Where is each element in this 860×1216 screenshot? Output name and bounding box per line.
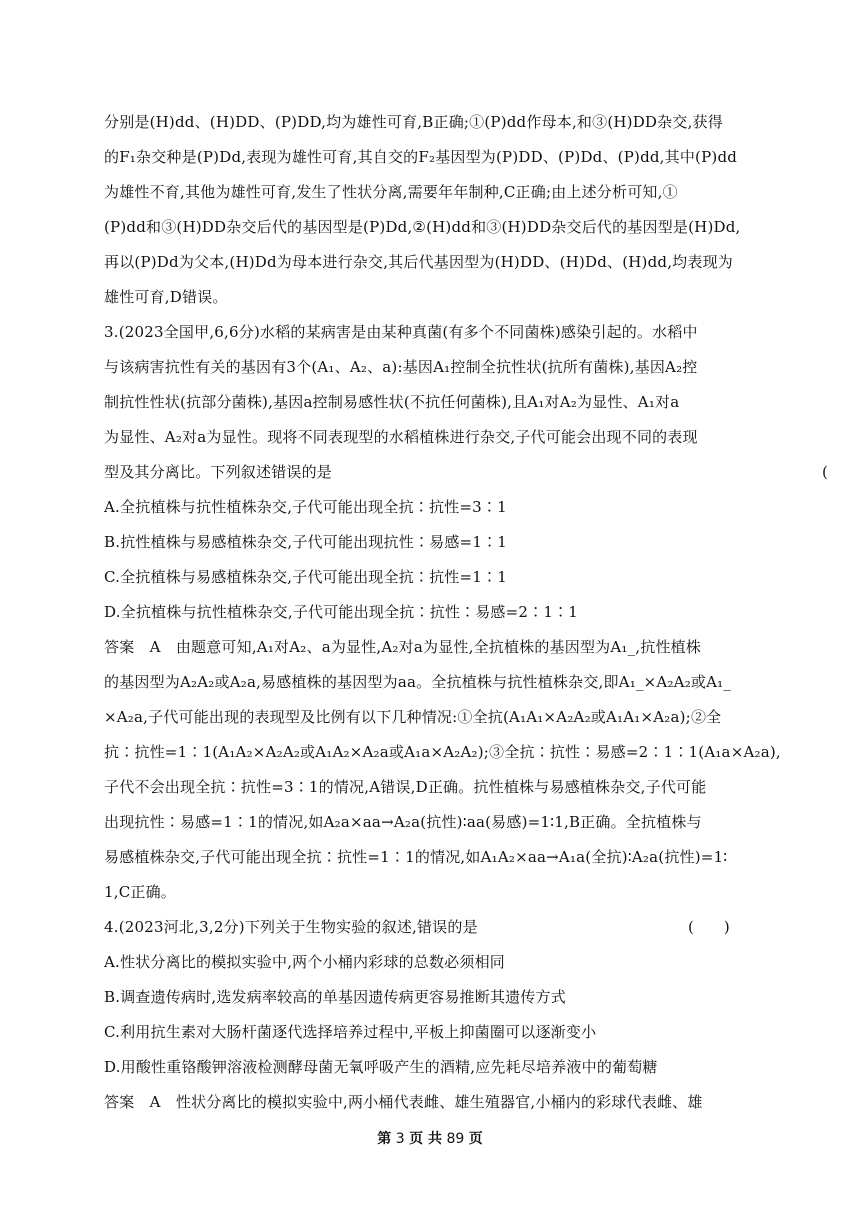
answer-bracket: (: [822, 463, 828, 481]
text-line: 为雄性不育,其他为雄性可育,发生了性状分离,需要年年制种,C正确;由上述分析可知,①: [104, 183, 678, 201]
text-line: 的F₁杂交种是(P)Dd,表现为雄性可育,其自交的F₂基因型为(P)DD、(P)Dd、(P)dd,其中(P)dd: [104, 148, 738, 166]
option-c: C.全抗植株与易感植株杂交,子代可能出现全抗∶抗性=1∶1: [104, 568, 507, 586]
text-line: 与该病害抗性有关的基因有3个(A₁、A₂、a):基因A₁控制全抗性状(抗所有菌株),基因A₂控: [104, 358, 698, 376]
footer-mid: 页 共: [409, 1131, 442, 1147]
text-line: 子代不会出现全抗∶抗性=3∶1的情况,A错误,D正确。抗性植株与易感植株杂交,子代可能: [104, 778, 707, 796]
option-b: B.调查遗传病时,选发病率较高的单基因遗传病更容易推断其遗传方式: [104, 988, 566, 1006]
option-c: C.利用抗生素对大肠杆菌逐代选择培养过程中,平板上抑菌圈可以逐渐变小: [104, 1023, 597, 1041]
page-footer: [0, 1128, 860, 1148]
question-3-stem: 3.(2023全国甲,6,6分)水稻的某病害是由某种真菌(有多个不同菌株)感染引起的。水稻中: [104, 323, 698, 341]
text-line: 雄性可育,D错误。: [104, 288, 228, 306]
option-b: B.抗性植株与易感植株杂交,子代可能出现抗性∶易感=1∶1: [104, 533, 508, 551]
answer-explanation: 答案 A 性状分离比的模拟实验中,两小桶代表雌、雄生殖器官,小桶内的彩球代表雌、雄: [104, 1093, 703, 1111]
text-line: (P)dd和③(H)DD杂交后代的基因型是(P)Dd,②(H)dd和③(H)DD杂交后代的基因型是(H)Dd,: [104, 218, 741, 236]
option-a: A.全抗植株与抗性植株杂交,子代可能出现全抗∶抗性=3∶1: [104, 498, 507, 516]
text-line: 制抗性性状(抗部分菌株),基因a控制易感性状(不抗任何菌株),且A₁对A₂为显性、A₁对a: [104, 393, 680, 411]
text-line: 的基因型为A₂A₂或A₂a,易感植株的基因型为aa。全抗植株与抗性植株杂交,即A₁_×A₂A₂或A₁_: [104, 673, 732, 691]
answer-bracket: ( ): [688, 918, 730, 936]
footer-prefix: 第: [377, 1131, 392, 1147]
answer-explanation: 答案 A 由题意可知,A₁对A₂、a为显性,A₂对a为显性,全抗植株的基因型为A₁_,抗性植株: [104, 638, 702, 656]
option-d: D.全抗植株与抗性植株杂交,子代可能出现全抗∶抗性∶易感=2∶1∶1: [104, 603, 579, 621]
footer-suffix: 页: [468, 1131, 483, 1147]
text-line: 型及其分离比。下列叙述错误的是: [104, 463, 333, 481]
option-a: A.性状分离比的模拟实验中,两个小桶内彩球的总数必须相同: [104, 953, 505, 971]
text-line: 易感植株杂交,子代可能出现全抗∶抗性=1∶1的情况,如A₁A₂×aa→A₁a(全抗)∶A₂a(抗性)=1∶: [104, 848, 728, 866]
text-line: 为显性、A₂对a为显性。现将不同表现型的水稻植株进行杂交,子代可能会出现不同的表现: [104, 428, 698, 446]
total-pages: 89: [446, 1131, 465, 1147]
text-line: 1,C正确。: [104, 883, 176, 901]
text-line: ×A₂a,子代可能出现的表现型及比例有以下几种情况:①全抗(A₁A₁×A₂A₂或A₁A₁×A₂a);②全: [104, 708, 722, 726]
text-line: 分别是(H)dd、(H)DD、(P)DD,均为雄性可育,B正确;①(P)dd作母本,和③(H)DD杂交,获得: [104, 113, 723, 131]
question-4-stem: 4.(2023河北,3,2分)下列关于生物实验的叙述,错误的是: [104, 918, 478, 936]
current-page: 3: [395, 1131, 405, 1147]
option-d: D.用酸性重铬酸钾溶液检测酵母菌无氧呼吸产生的酒精,应先耗尽培养液中的葡萄糖: [104, 1058, 658, 1076]
text-line: 再以(P)Dd为父本,(H)Dd为母本进行杂交,其后代基因型为(H)DD、(H)Dd、(H)dd,均表现为: [104, 253, 733, 271]
text-line: 出现抗性∶易感=1∶1的情况,如A₂a×aa→A₂a(抗性)∶aa(易感)=1∶1,B正确。全抗植株与: [104, 813, 702, 831]
text-line: 抗∶抗性=1∶1(A₁A₂×A₂A₂或A₁A₂×A₂a或A₁a×A₂A₂);③全抗∶抗性∶易感=2∶1∶1(A₁a×A₂a),: [104, 743, 781, 761]
